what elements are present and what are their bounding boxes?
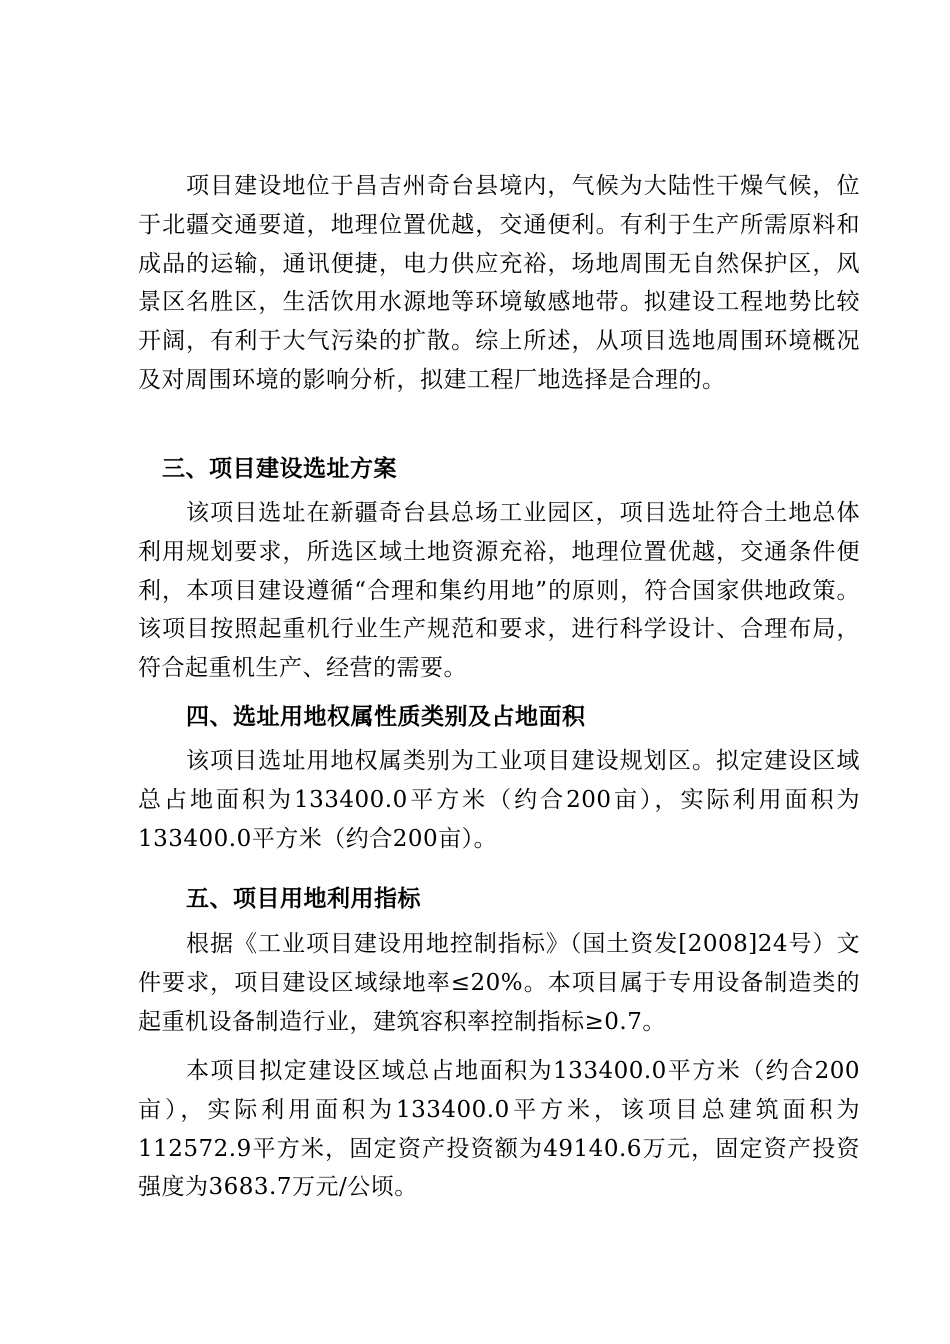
paragraph-text: 根据《工业项目建设用地控制指标》（国土资发[2008]24号）文件要求，项目建设区域绿地率≤20%。本项目属于专用设备制造类的起重机设备制造行业，建筑容积率控制指标≥0.7。	[138, 931, 860, 1035]
paragraph-land-ownership	[138, 742, 860, 858]
section-heading-land-ownership: 四、选址用地权属性质类别及占地面积	[186, 704, 586, 730]
paragraph-investment-intensity	[138, 1052, 860, 1207]
paragraph-site-plan	[138, 494, 860, 688]
section-heading-site-plan: 三、项目建设选址方案	[162, 456, 397, 482]
section-heading-land-use-indicators: 五、项目用地利用指标	[186, 886, 421, 912]
paragraph-text: 本项目拟定建设区域总占地面积为133400.0平方米（约合200亩），实际利用面积为133400.0平方米，该项目总建筑面积为112572.9平方米，固定资产投资额为49140.6万元，固定资产投资强度为3683.7万元/公顷。	[138, 1058, 860, 1201]
paragraph-text: 该项目选址用地权属类别为工业项目建设规划区。拟定建设区域总占地面积为133400.0平方米（约合200亩），实际利用面积为133400.0平方米（约合200亩）。	[138, 748, 860, 852]
document-page	[138, 0, 860, 1344]
paragraph-text: 项目建设地位于昌吉州奇台县境内，气候为大陆性干燥气候，位于北疆交通要道，地理位置优越，交通便利。有利于生产所需原料和成品的运输，通讯便捷，电力供应充裕，场地周围无自然保护区，风景区名胜区，生活饮用水源地等环境敏感地带。拟建设工程地势比较开阔，有利于大气污染的扩散。综上所述，从项目选地周围环境概况及对周围环境的影响分析，拟建工程厂地选择是合理的。	[138, 173, 860, 393]
paragraph-land-control-indicators	[138, 925, 860, 1041]
paragraph-site-location	[138, 167, 860, 400]
paragraph-text: 该项目选址在新疆奇台县总场工业园区，项目选址符合土地总体利用规划要求，所选区域土地资源充裕，地理位置优越，交通条件便利，本项目建设遵循“合理和集约用地”的原则，符合国家供地政策。该项目按照起重机行业生产规范和要求，进行科学设计、合理布局，符合起重机生产、经营的需要。	[138, 500, 860, 682]
